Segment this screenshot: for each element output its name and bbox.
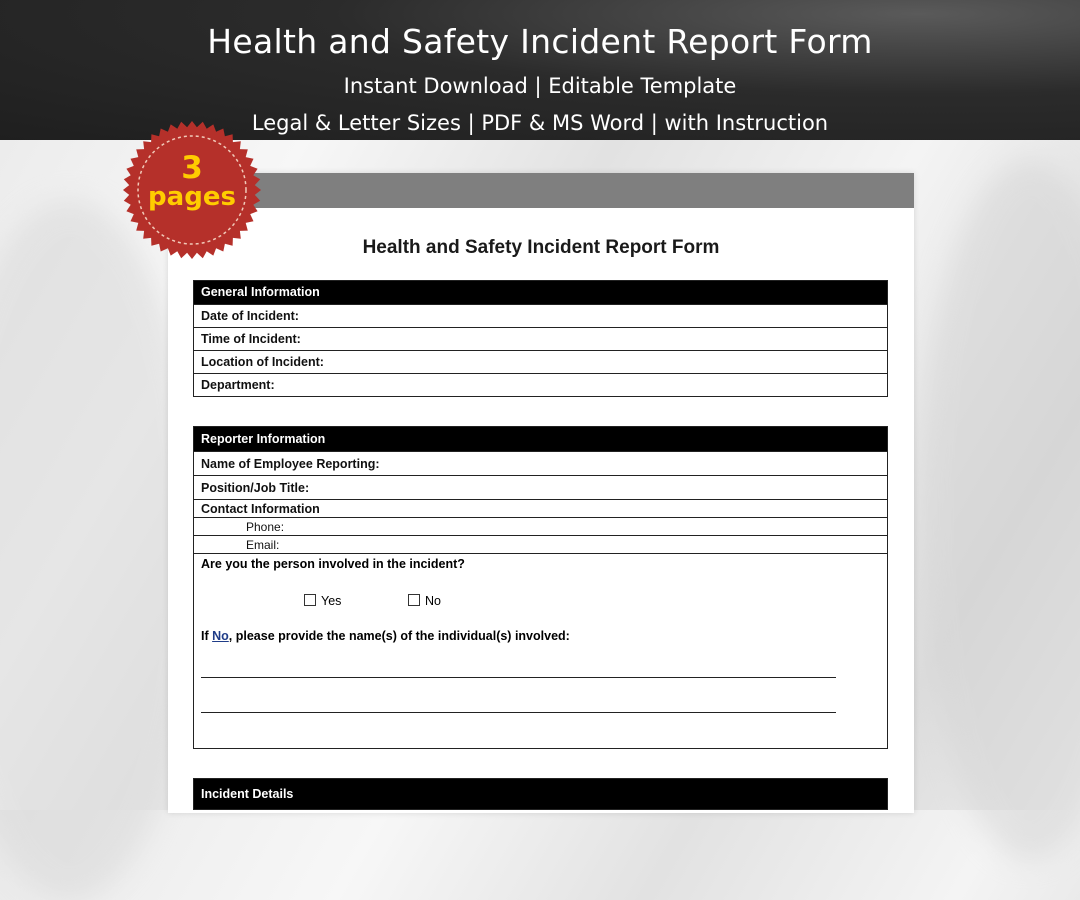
involvement-question-block	[194, 553, 887, 748]
location-field: Location of Incident:	[194, 350, 887, 373]
no-label: No	[425, 594, 441, 608]
document-preview	[168, 173, 914, 813]
badge-number: 3	[181, 150, 203, 186]
document-header-bar	[168, 173, 914, 208]
contact-information-label: Contact Information	[194, 499, 887, 517]
answer-line	[201, 677, 836, 678]
yes-label: Yes	[321, 594, 342, 608]
checkbox-icon	[408, 594, 420, 606]
time-field: Time of Incident:	[194, 327, 887, 350]
pages-badge	[122, 120, 262, 260]
section-heading: Reporter Information	[194, 427, 887, 451]
banner-subtitle-line1: Instant Download | Editable Template	[343, 74, 737, 98]
position-field: Position/Job Title:	[194, 475, 887, 499]
followup-prefix: If	[201, 629, 213, 643]
no-option	[408, 594, 441, 608]
date-field: Date of Incident:	[194, 304, 887, 327]
followup-no-word: No	[212, 629, 229, 643]
incident-details-section	[193, 778, 888, 810]
badge-word: pages	[148, 182, 236, 212]
employee-name-field: Name of Employee Reporting:	[194, 451, 887, 475]
banner	[0, 0, 1080, 140]
general-information-section	[193, 280, 888, 397]
section-heading: General Information	[194, 281, 887, 304]
followup-question	[201, 629, 570, 643]
checkbox-icon	[304, 594, 316, 606]
reporter-information-section	[193, 426, 888, 749]
followup-rest: , please provide the name(s) of the individual(s) involved:	[228, 629, 570, 643]
yes-option	[304, 594, 341, 608]
banner-subtitle-line2: Legal & Letter Sizes | PDF & MS Word | with Instruction	[251, 111, 829, 135]
banner-title: Health and Safety Incident Report Form	[207, 22, 873, 61]
phone-field: Phone:	[194, 517, 887, 535]
fabric-fold	[920, 160, 1080, 860]
department-field: Department:	[194, 373, 887, 396]
involvement-question: Are you the person involved in the incident?	[201, 557, 465, 571]
document-title: Health and Safety Incident Report Form	[362, 237, 720, 258]
answer-line	[201, 712, 836, 713]
email-field: Email:	[194, 535, 887, 553]
section-heading: Incident Details	[194, 779, 887, 809]
